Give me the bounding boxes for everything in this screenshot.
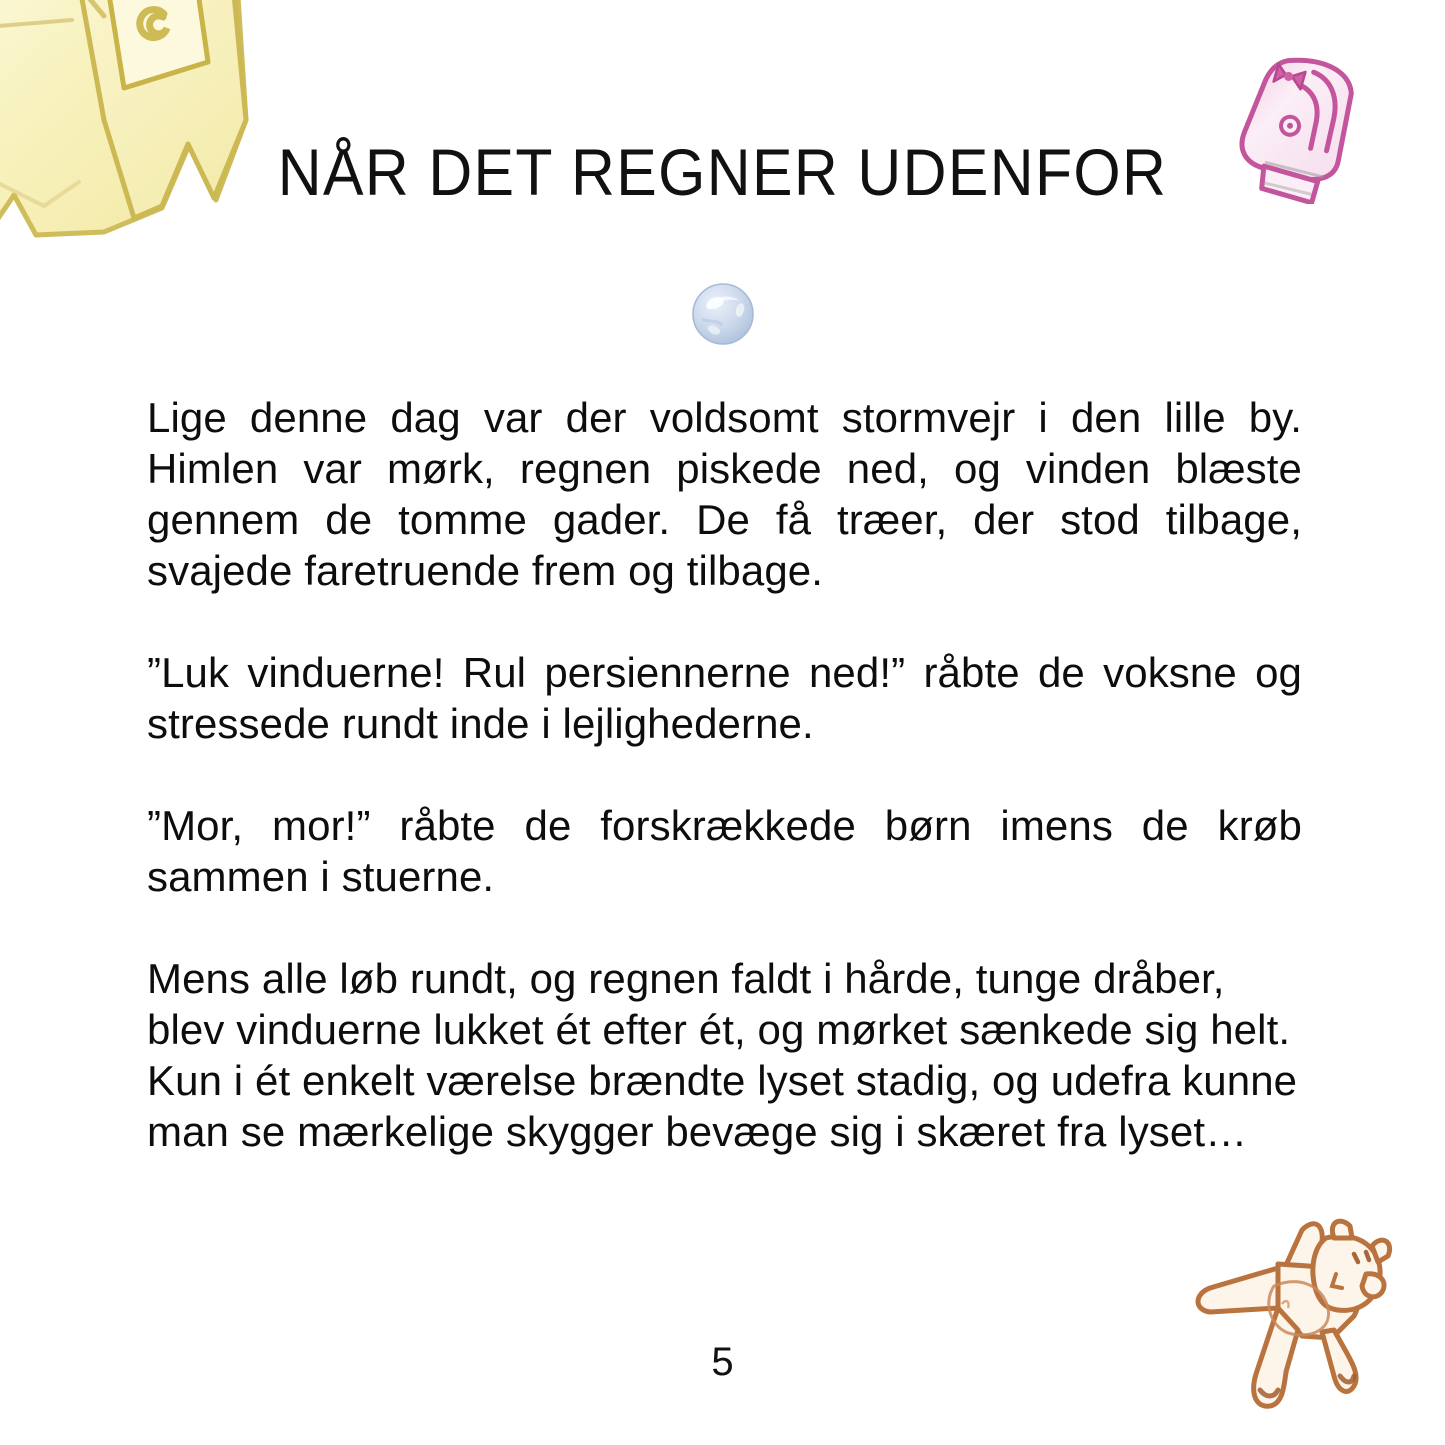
story-paragraph: Mens alle løb rundt, og regnen faldt i hårde, tunge dråber, blev vinduerne lukket ét efter ét, og mørket sænkede sig helt. Kun i ét enkelt værelse brændte lyset stadig, og udefra kunne man se mærkelige skygger bevæge sig i skæret fra lyset… [147, 955, 1298, 1155]
page-title: NÅR DET REGNER UDENFOR [277, 135, 1168, 209]
story-paragraph: ”Mor, mor!” råbte de forskrækkede børn imens de krøb sammen i stuerne. [147, 802, 1302, 900]
blue-bubble-illustration [690, 281, 756, 347]
teddy-bear-illustration [1182, 1212, 1414, 1442]
page-number: 5 [711, 1340, 734, 1384]
story-paragraph: ”Luk vinduerne! Rul persiennerne ned!” råbte de voksne og stressede rundt inde i lejlighederne. [147, 649, 1302, 747]
story-paragraph: Lige denne dag var der voldsomt stormvejr i den lille by. Himlen var mørk, regnen piskede ned, og vinden blæste gennem de tomme gader. De få træer, der stod tilbage, svajede faretruende frem og tilbage. [147, 394, 1302, 594]
story-body [147, 392, 1302, 1157]
yellow-bag-illustration [0, 0, 289, 270]
